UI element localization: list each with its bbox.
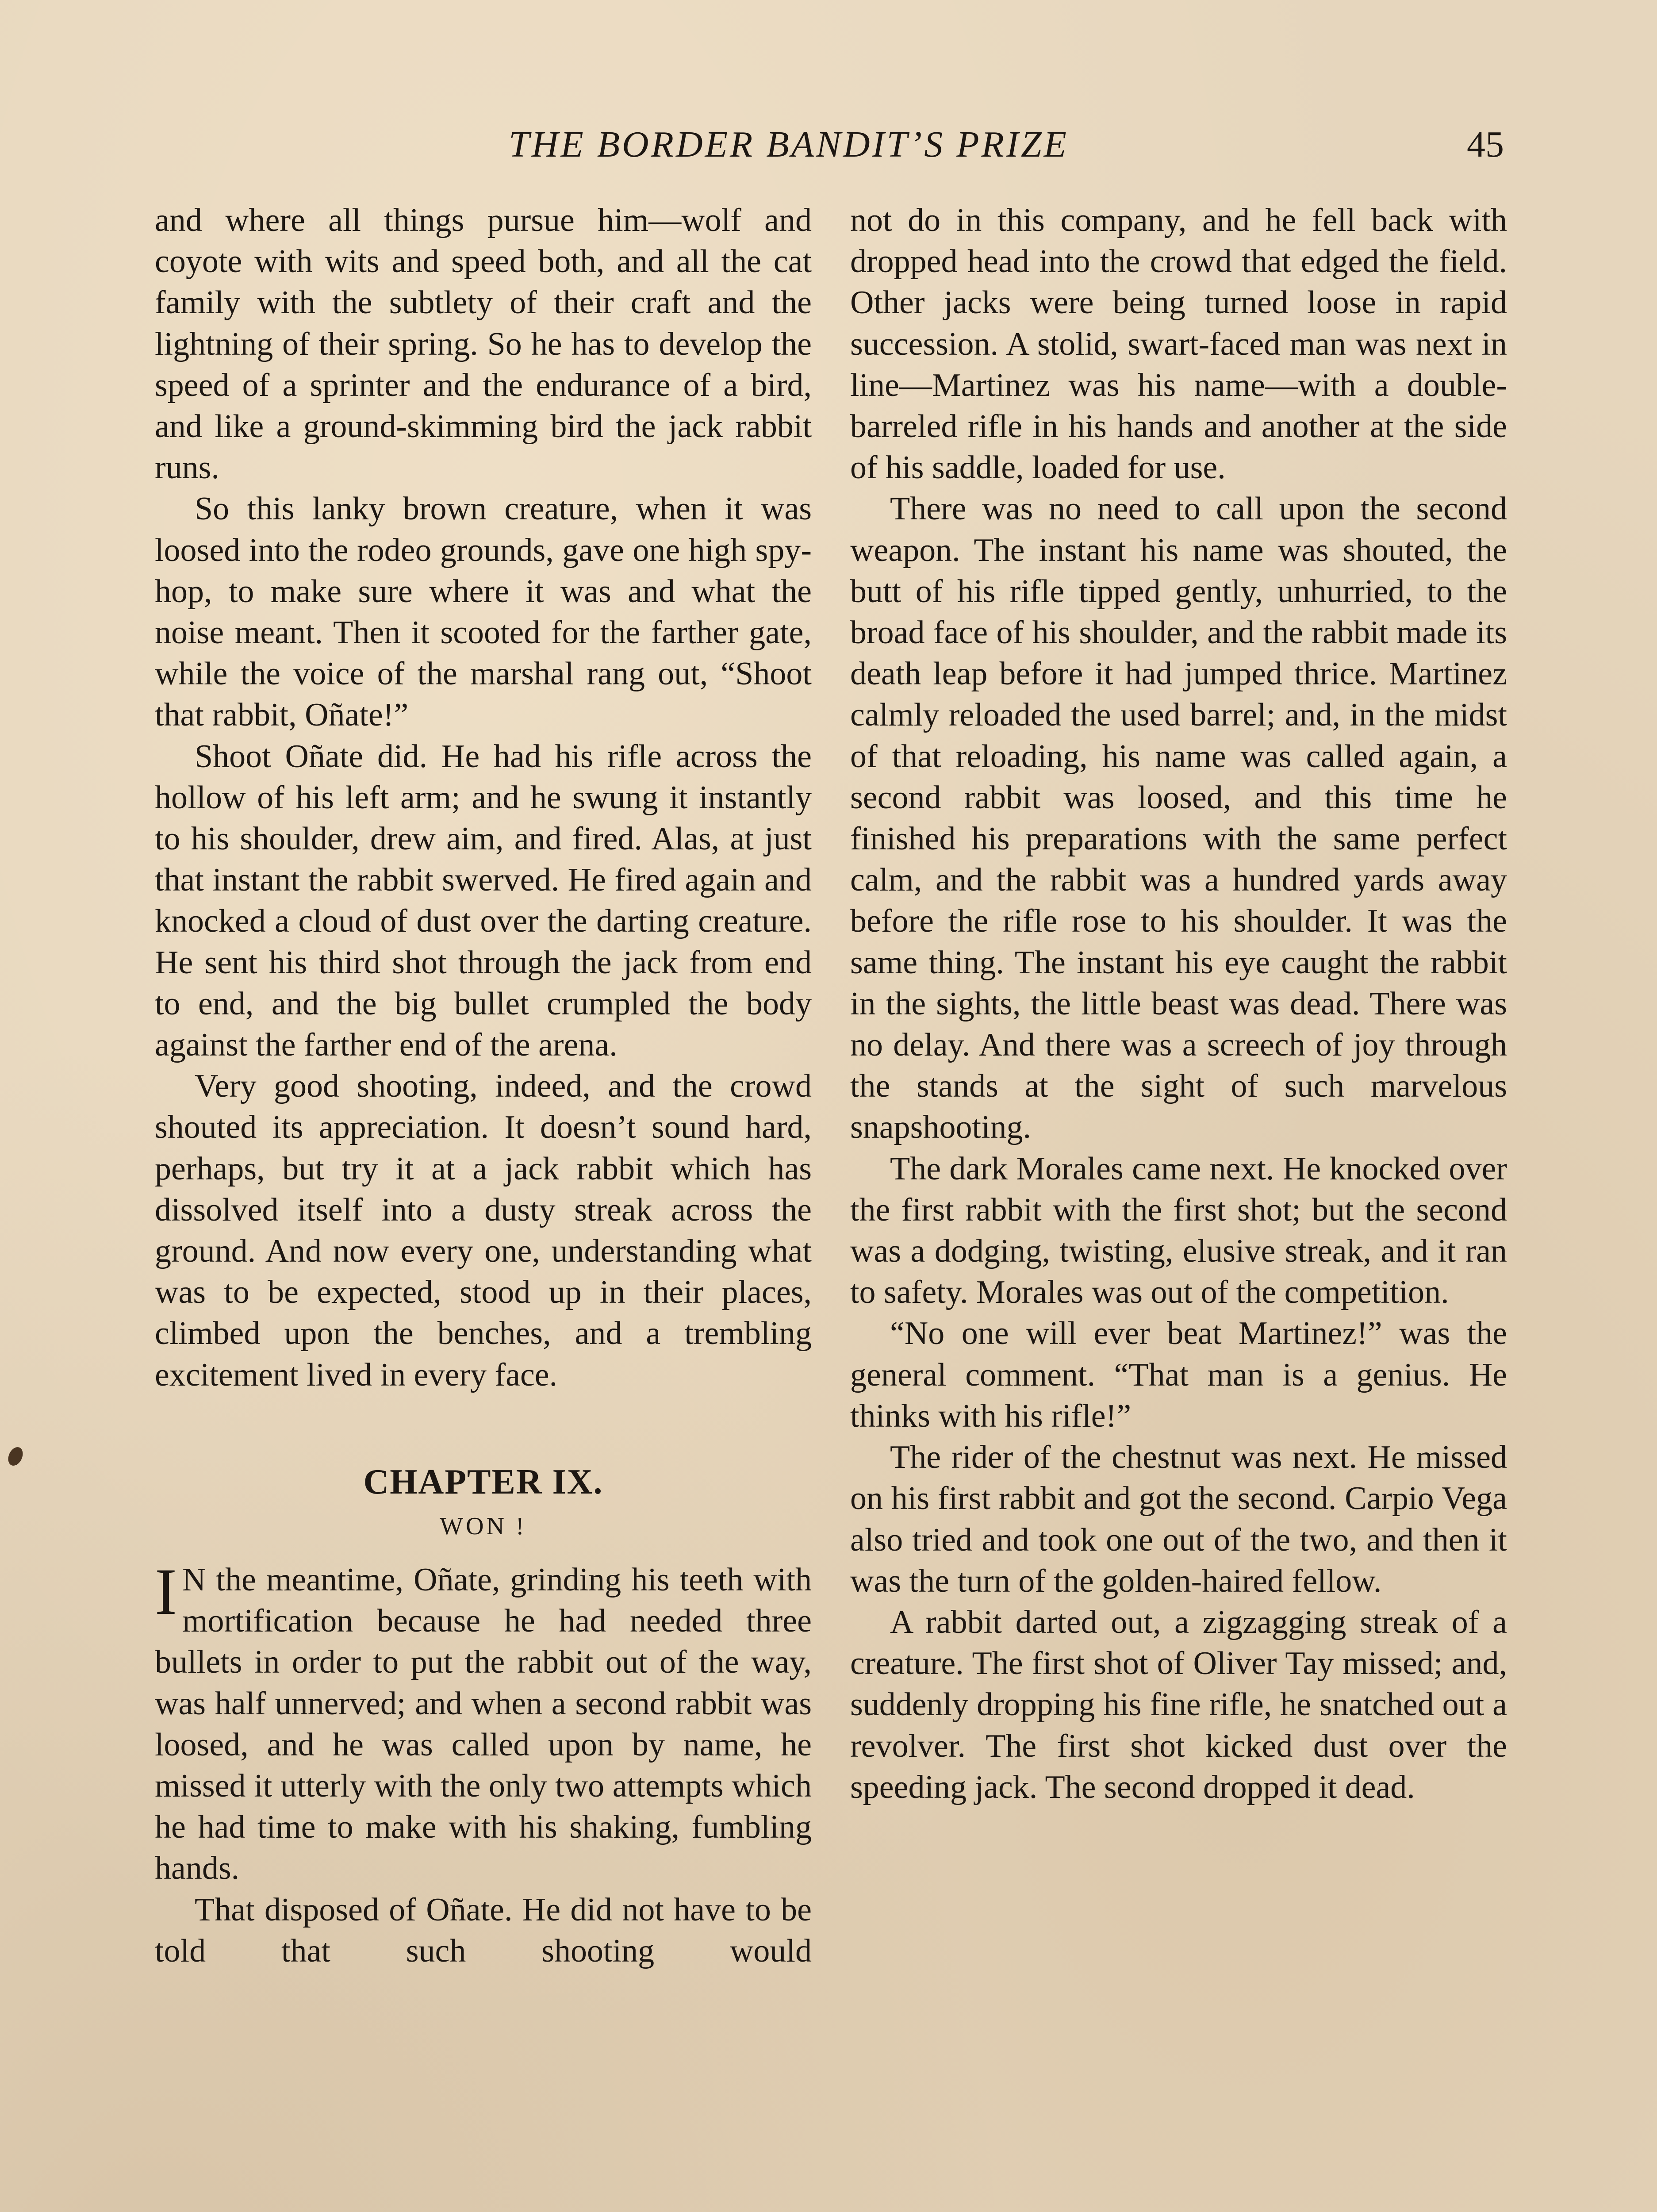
- paragraph: not do in this company, and he fell back with dropped head into the crowd that edged the field. Other jacks were being turned loose in rapid succession. A stolid, swart-faced man was next in line—Martinez was his name—with a double-barreled rifle in his hands and another at the side of his saddle, loaded for use.: [850, 202, 1507, 486]
- page-number: 45: [1467, 124, 1504, 165]
- paragraph: There was no need to call upon the second weapon. The instant his name was shouted, the butt of his rifle tipped gently, unhurried, to the broad face of his shoulder, and the rabbit made its death leap before it had jumped thrice. Martinez calmly reloaded the used barrel; and, in the midst of that reloading, his name was called again, a second rabbit was loosed, and this time he finished his preparations with the same perfect calm, and the rabbit was a hundred yards away before the rifle rose to his shoulder. It was the same thing. The instant his eye caught the rabbit in the sights, the little beast was dead. There was no delay. And there was a screech of joy through the stands at the sight of such marvelous snapshooting.: [850, 491, 1507, 1146]
- paragraph: Shoot Oñate did. He had his rifle across the hollow of his left arm; and he swung it instantly to his shoulder, drew aim, and fired. Alas, at just that instant the rabbit swerved. He fired again and knocked a cloud of dust over the darting creature. He sent his third shot through the jack from end to end, and the big bullet crumpled the body against the farther end of the arena.: [155, 738, 812, 1064]
- chapter-subtitle: WON !: [440, 1512, 527, 1540]
- right-column: [850, 200, 1507, 1808]
- paragraph: Very good shooting, indeed, and the crowd shouted its appreciation. It doesn’t sound hard, perhaps, but try it at a jack rabbit which has dissolved itself into a dusty streak across the ground. And now every one, understanding what was to be expected, stood up in their places, climbed upon the benches, and a trembling excitement lived in every face.: [155, 1068, 812, 1393]
- chapter-opening-text: N the meantime, Oñate, grinding his teeth with mortification because he had needed three bullets in order to put the rabbit out of the way, was half unnerved; and when a second rabbit was loosed, and he was called upon by name, he missed it utterly with the only two attempts which he had time to make with his shaking, fumbling hands.: [155, 1561, 812, 1887]
- paragraph: So this lanky brown creature, when it was loosed into the rodeo grounds, gave one high spy-hop, to make sure where it was and what the noise meant. Then it scooted for the farther gate, while the voice of the marshal rang out, “Shoot that rabbit, Oñate!”: [155, 491, 812, 733]
- paragraph: The dark Morales came next. He knocked over the first rabbit with the first shot; but the second was a dodging, twisting, elusive streak, and it ran to safety. Morales was out of the competition.: [850, 1150, 1507, 1311]
- chapter-opening-paragraph: [155, 1555, 812, 1889]
- drop-cap: I: [155, 1555, 177, 1628]
- paragraph: That disposed of Oñate. He did not have to be told that such shooting would: [155, 1891, 812, 1969]
- paragraph: The rider of the chestnut was next. He missed on his first rabbit and got the second. Carpio Vega also tried and took one out of the two, and then it was the turn of the golden-haired fellow.: [850, 1439, 1507, 1599]
- chapter-heading: CHAPTER IX.: [363, 1462, 603, 1502]
- running-head: [155, 120, 1504, 169]
- ink-spot: [5, 1445, 26, 1468]
- paragraph: “No one will ever beat Martinez!” was the general comment. “That man is a genius. He thinks with his rifle!”: [850, 1315, 1507, 1434]
- paragraph: A rabbit darted out, a zigzagging streak of a creature. The first shot of Oliver Tay missed; and, suddenly dropping his fine rifle, he snatched out a revolver. The first shot kicked dust over the speeding jack. The second dropped it dead.: [850, 1604, 1507, 1805]
- running-title: THE BORDER BANDIT’S PRIZE: [509, 124, 1069, 165]
- paragraph: and where all things pursue him—wolf and coyote with wits and speed both, and all the cat family with the subtlety of their craft and the lightning of their spring. So he has to develop the speed of a sprinter and the endurance of a bird, and like a ground-skimming bird the jack rabbit runs.: [155, 202, 812, 486]
- left-column: [155, 200, 812, 1972]
